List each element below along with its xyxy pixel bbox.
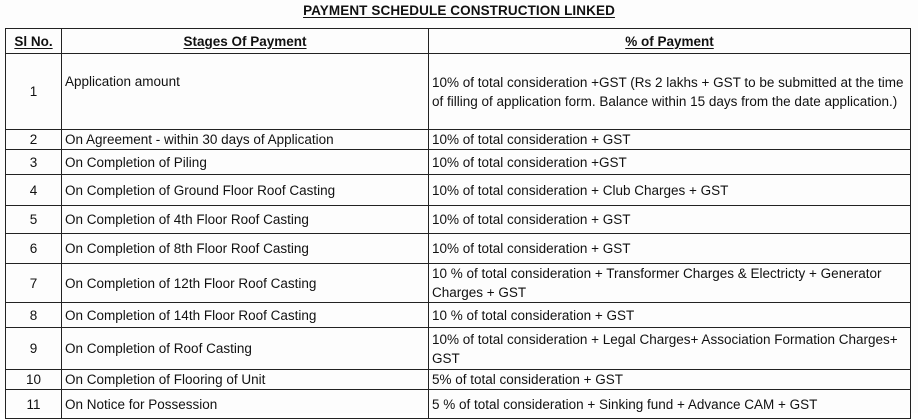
header-sl-no (6, 29, 62, 54)
cell-payment: 10% of total consideration + GST (429, 206, 911, 234)
header-sl-no-text: Sl No. (14, 33, 53, 49)
cell-sl-no: 6 (6, 234, 62, 264)
table-row (6, 54, 911, 130)
cell-sl-no: 10 (6, 370, 62, 390)
table-row (6, 390, 911, 419)
cell-sl-no: 1 (6, 54, 62, 130)
cell-stage: On Completion of Roof Casting (62, 328, 429, 370)
cell-sl-no: 7 (6, 264, 62, 303)
cell-payment: 10% of total consideration + Legal Charges+ Association Formation Charges+ GST (429, 328, 911, 370)
cell-payment: 5% of total consideration + GST (429, 370, 911, 390)
table-row (6, 303, 911, 328)
cell-stage: On Completion of 8th Floor Roof Casting (62, 234, 429, 264)
header-percent (429, 29, 911, 54)
cell-stage: On Agreement - within 30 days of Application (62, 130, 429, 150)
cell-payment: 10% of total consideration +GST (Rs 2 lakhs + GST to be submitted at the time of filling of application form. Balance within 15 days from the date application.) (429, 54, 911, 130)
cell-stage: On Completion of Piling (62, 150, 429, 175)
table-row (6, 150, 911, 175)
cell-sl-no: 3 (6, 150, 62, 175)
cell-sl-no: 9 (6, 328, 62, 370)
cell-stage: On Completion of 14th Floor Roof Casting (62, 303, 429, 328)
cell-stage: On Completion of Flooring of Unit (62, 370, 429, 390)
page-title (0, 3, 918, 18)
header-stages (62, 29, 429, 54)
cell-payment: 5 % of total consideration + Sinking fund + Advance CAM + GST (429, 390, 911, 419)
cell-stage: On Completion of 12th Floor Roof Casting (62, 264, 429, 303)
table-row (6, 328, 911, 370)
cell-payment: 10% of total consideration + GST (429, 234, 911, 264)
cell-payment: 10% of total consideration +GST (429, 150, 911, 175)
cell-stage: On Completion of Ground Floor Roof Casting (62, 175, 429, 206)
cell-stage: Application amount (62, 54, 429, 130)
cell-sl-no: 5 (6, 206, 62, 234)
table-row (6, 370, 911, 390)
cell-stage: On Completion of 4th Floor Roof Casting (62, 206, 429, 234)
cell-payment: 10 % of total consideration + Transformer Charges & Electricty + Generator Charges + GST (429, 264, 911, 303)
table-row (6, 130, 911, 150)
header-stages-text: Stages Of Payment (183, 33, 307, 49)
cell-payment: 10% of total consideration + Club Charges + GST (429, 175, 911, 206)
cell-payment: 10 % of total consideration + GST (429, 303, 911, 328)
cell-sl-no: 11 (6, 390, 62, 419)
cell-sl-no: 2 (6, 130, 62, 150)
cell-sl-no: 4 (6, 175, 62, 206)
cell-payment: 10% of total consideration + GST (429, 130, 911, 150)
payment-schedule-table (5, 28, 911, 419)
table-header-row (6, 29, 911, 54)
cell-sl-no: 8 (6, 303, 62, 328)
header-percent-text: % of Payment (625, 33, 714, 49)
table-row (6, 264, 911, 303)
cell-stage: On Notice for Possession (62, 390, 429, 419)
title-text: PAYMENT SCHEDULE CONSTRUCTION LINKED (303, 3, 615, 18)
table-row (6, 175, 911, 206)
table-row (6, 234, 911, 264)
table-row (6, 206, 911, 234)
